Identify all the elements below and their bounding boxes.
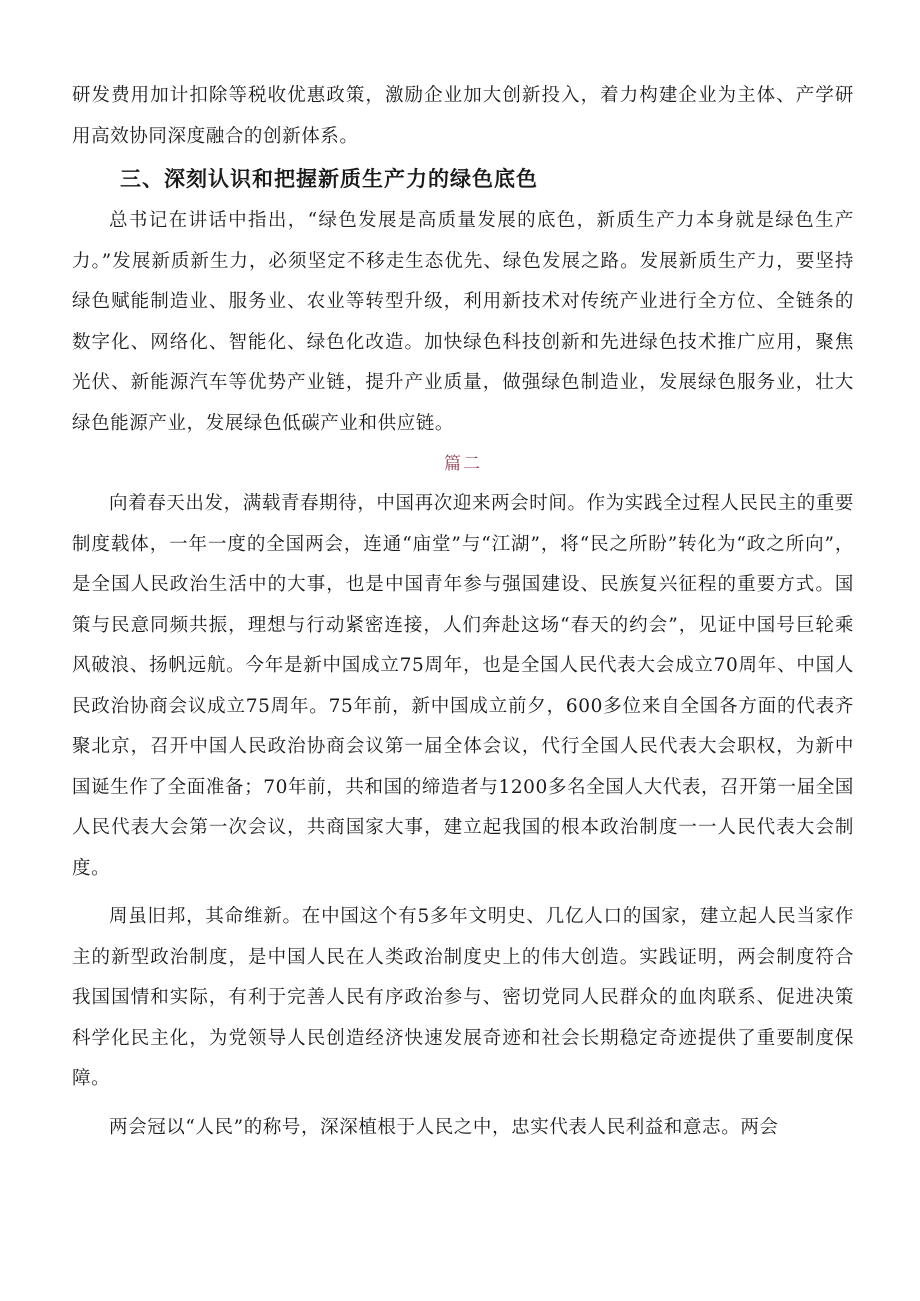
section-mark: 篇二	[444, 454, 482, 474]
section-heading: 三、深刻认识和把握新质生产力的绿色底色	[120, 166, 538, 191]
continuation-paragraph: 研发费用加计扣除等税收优惠政策，激励企业加大创新投入，着力构建企业为主体、产学研用高效协同深度融合的创新体系。	[72, 85, 854, 147]
green-development-paragraph: 总书记在讲话中指出，“绿色发展是高质量发展的底色，新质生产力本身就是绿色生产力。”发展新质新生力，必须坚定不移走生态优先、绿色发展之路。发展新质生产力，要坚持绿色赋能制造业、服务业、农业等转型升级，利用新技术对传统产业进行全方位、全链条的数字化、网络化、智能化、绿色化改造。加快绿色科技创新和先进绿色技术推广应用，聚焦光伏、新能源汽车等优势产业链，提升产业质量，做强绿色制造业，发展绿色服务业，壮大绿色能源产业，发展绿色低碳产业和供应链。	[72, 210, 854, 434]
people-paragraph: 两会冠以“人民”的称号，深深植根于人民之中，忠实代表人民利益和意志。两会	[109, 1116, 779, 1138]
document-page	[72, 76, 854, 1148]
old-state-paragraph: 周虽旧邦，其命维新。在中国这个有5多年文明史、几亿人口的国家，建立起人民当家作主的新型政治制度，是中国人民在人类政治制度史上的伟大创造。实践证明，两会制度符合我国国情和实际，有利于完善人民有序政治参与、密切党同人民群众的血肉联系、促进决策科学化民主化，为党领导人民创造经济快速发展奇迹和社会长期稳定奇迹提供了重要制度保障。	[72, 906, 854, 1089]
spring-paragraph: 向着春天出发，满载青春期待，中国再次迎来两会时间。作为实践全过程人民民主的重要制度载体，一年一度的全国两会，连通“庙堂”与“江湖”，将“民之所盼”转化为“政之所向”，是全国人民政治生活中的大事，也是中国青年参与强国建设、民族复兴征程的重要方式。国策与民意同频共振，理想与行动紧密连接，人们奔赴这场“春天的约会”，见证中国号巨轮乘风破浪、扬帆远航。今年是新中国成立75周年，也是全国人民代表大会成立70周年、中国人民政治协商会议成立75周年。75年前，新中国成立前夕，600多位来自全国各方面的代表齐聚北京，召开中国人民政治协商会议第一届全体会议，代行全国人民代表大会职权，为新中国诞生作了全面准备；70年前，共和国的缔造者与1200多名全国人大代表，召开第一届全国人民代表大会第一次会议，共商国家大事，建立起我国的根本政治制度一一人民代表大会制度。	[72, 493, 854, 879]
